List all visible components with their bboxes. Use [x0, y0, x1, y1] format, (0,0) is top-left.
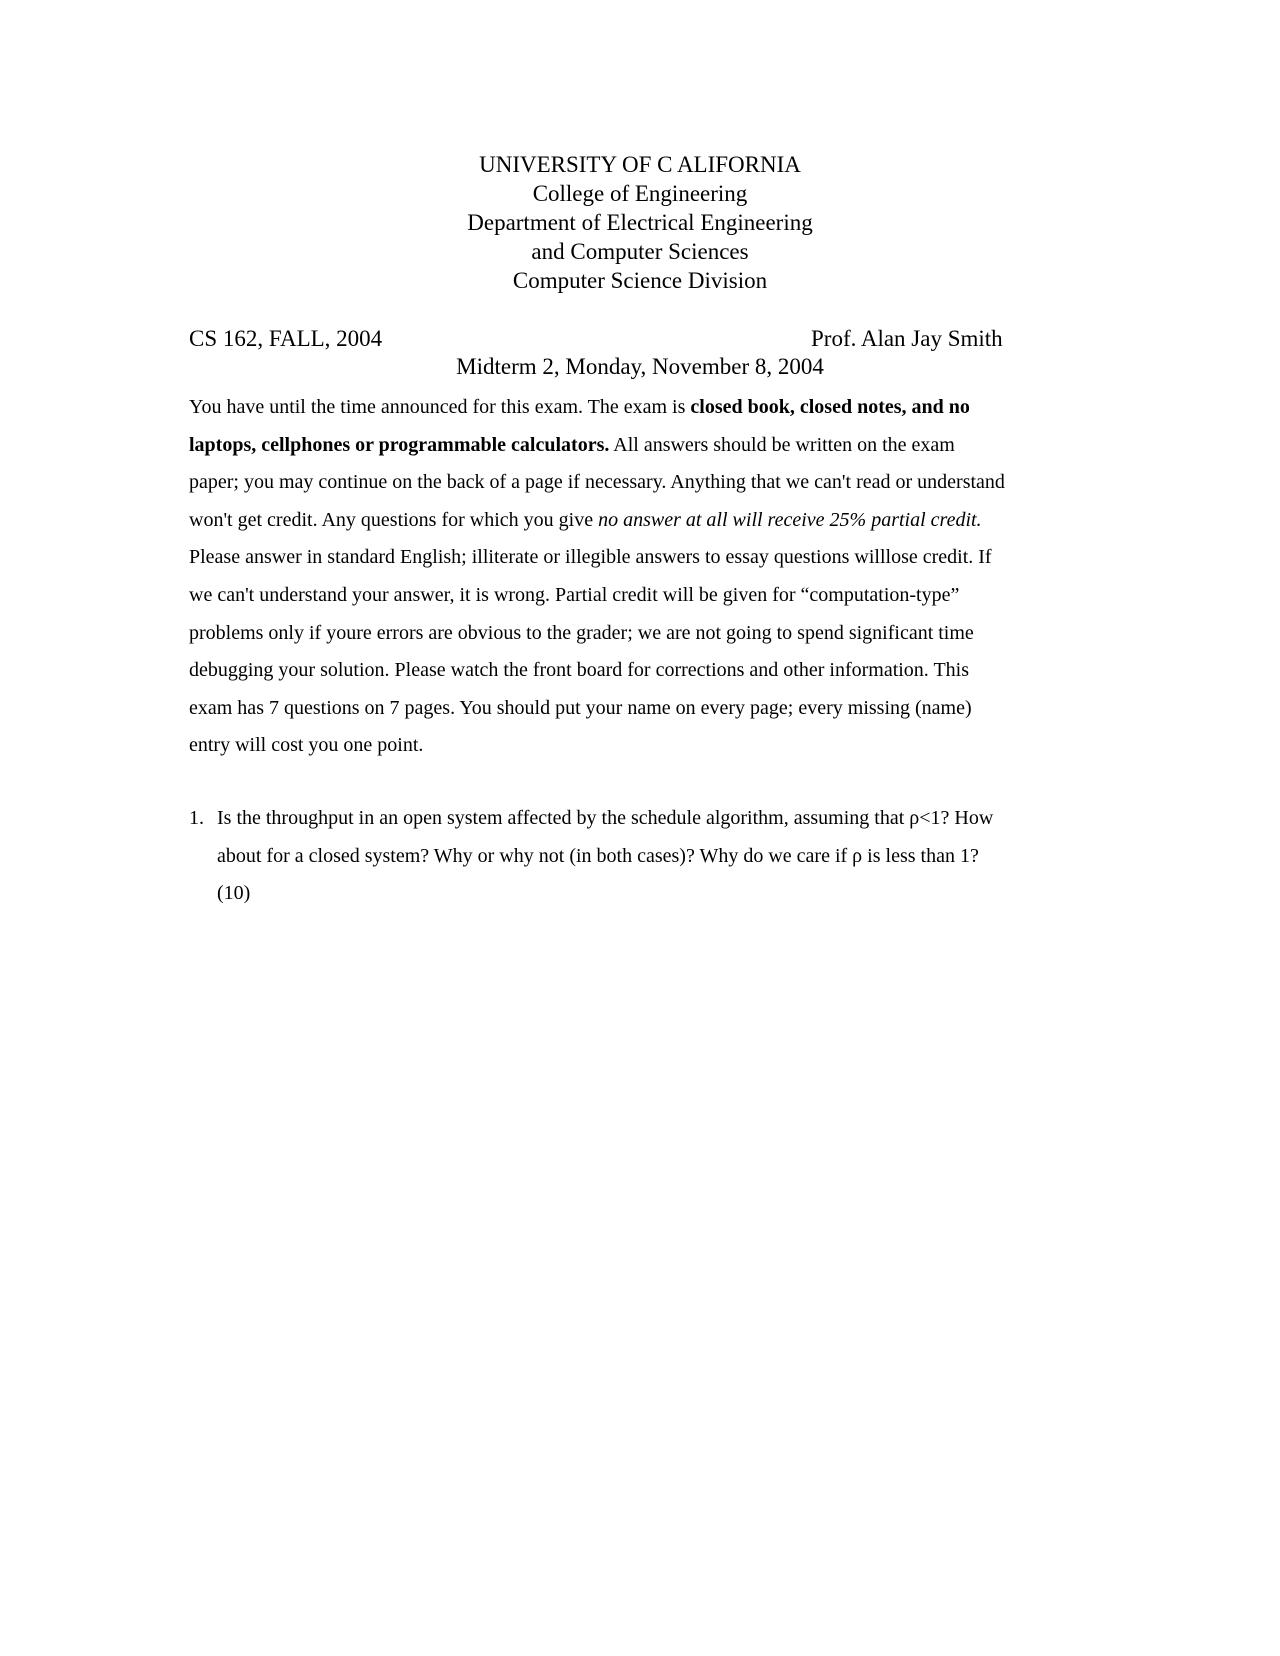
- instruction-line: [189, 502, 1089, 540]
- college-name: College of Engineering: [532, 181, 748, 206]
- instruction-italic-text: no answer at all will receive 25% partial credit.: [598, 508, 982, 531]
- instruction-line: entry will cost you one point.: [189, 734, 424, 757]
- exam-instructions: [189, 389, 1089, 765]
- professor-name: Prof. Alan Jay Smith: [811, 326, 1003, 351]
- course-code-term: CS 162, FALL, 2004: [189, 326, 383, 351]
- university-name: UNIVERSITY OF C ALIFORNIA: [479, 152, 801, 177]
- instruction-line: exam has 7 questions on 7 pages. You should put your name on every page; every missing (name): [189, 696, 972, 719]
- question-points: (10): [217, 882, 251, 905]
- department-name-cont: and Computer Sciences: [531, 239, 749, 264]
- instruction-line: Please answer in standard English; illiterate or illegible answers to essay questions willlose credit. If: [189, 546, 992, 569]
- question-number: 1.: [189, 807, 204, 829]
- division-name: Computer Science Division: [512, 268, 768, 293]
- instruction-text: All answers should be written on the exam: [609, 433, 955, 456]
- instruction-text: won't get credit. Any questions for which you give: [189, 508, 599, 531]
- question-line: Is the throughput in an open system affected by the schedule algorithm, assuming that ρ<1? How: [217, 807, 994, 829]
- instruction-bold-text: laptops, cellphones or programmable calculators.: [189, 433, 610, 456]
- instruction-line: problems only if youre errors are obvious to the grader; we are not going to spend significant time: [189, 621, 974, 644]
- department-name: Department of Electrical Engineering: [467, 210, 813, 235]
- instruction-line: [189, 389, 1089, 427]
- question-text: [217, 800, 1089, 913]
- exam-title: Midterm 2, Monday, November 8, 2004: [456, 354, 824, 379]
- instruction-line: we can't understand your answer, it is wrong. Partial credit will be given for “computation-type”: [189, 583, 960, 606]
- instruction-bold-text: closed book, closed notes, and no: [690, 396, 970, 418]
- instruction-line: debugging your solution. Please watch the front board for corrections and other information. This: [189, 659, 969, 682]
- question-line: about for a closed system? Why or why not (in both cases)? Why do we care if ρ is less than 1?: [217, 844, 979, 867]
- instruction-line: paper; you may continue on the back of a page if necessary. Anything that we can't read or understand: [189, 471, 1005, 494]
- instruction-text: You have until the time announced for this exam. The exam is: [189, 396, 691, 418]
- exam-header: [0, 150, 1280, 295]
- instruction-line: [189, 427, 1089, 465]
